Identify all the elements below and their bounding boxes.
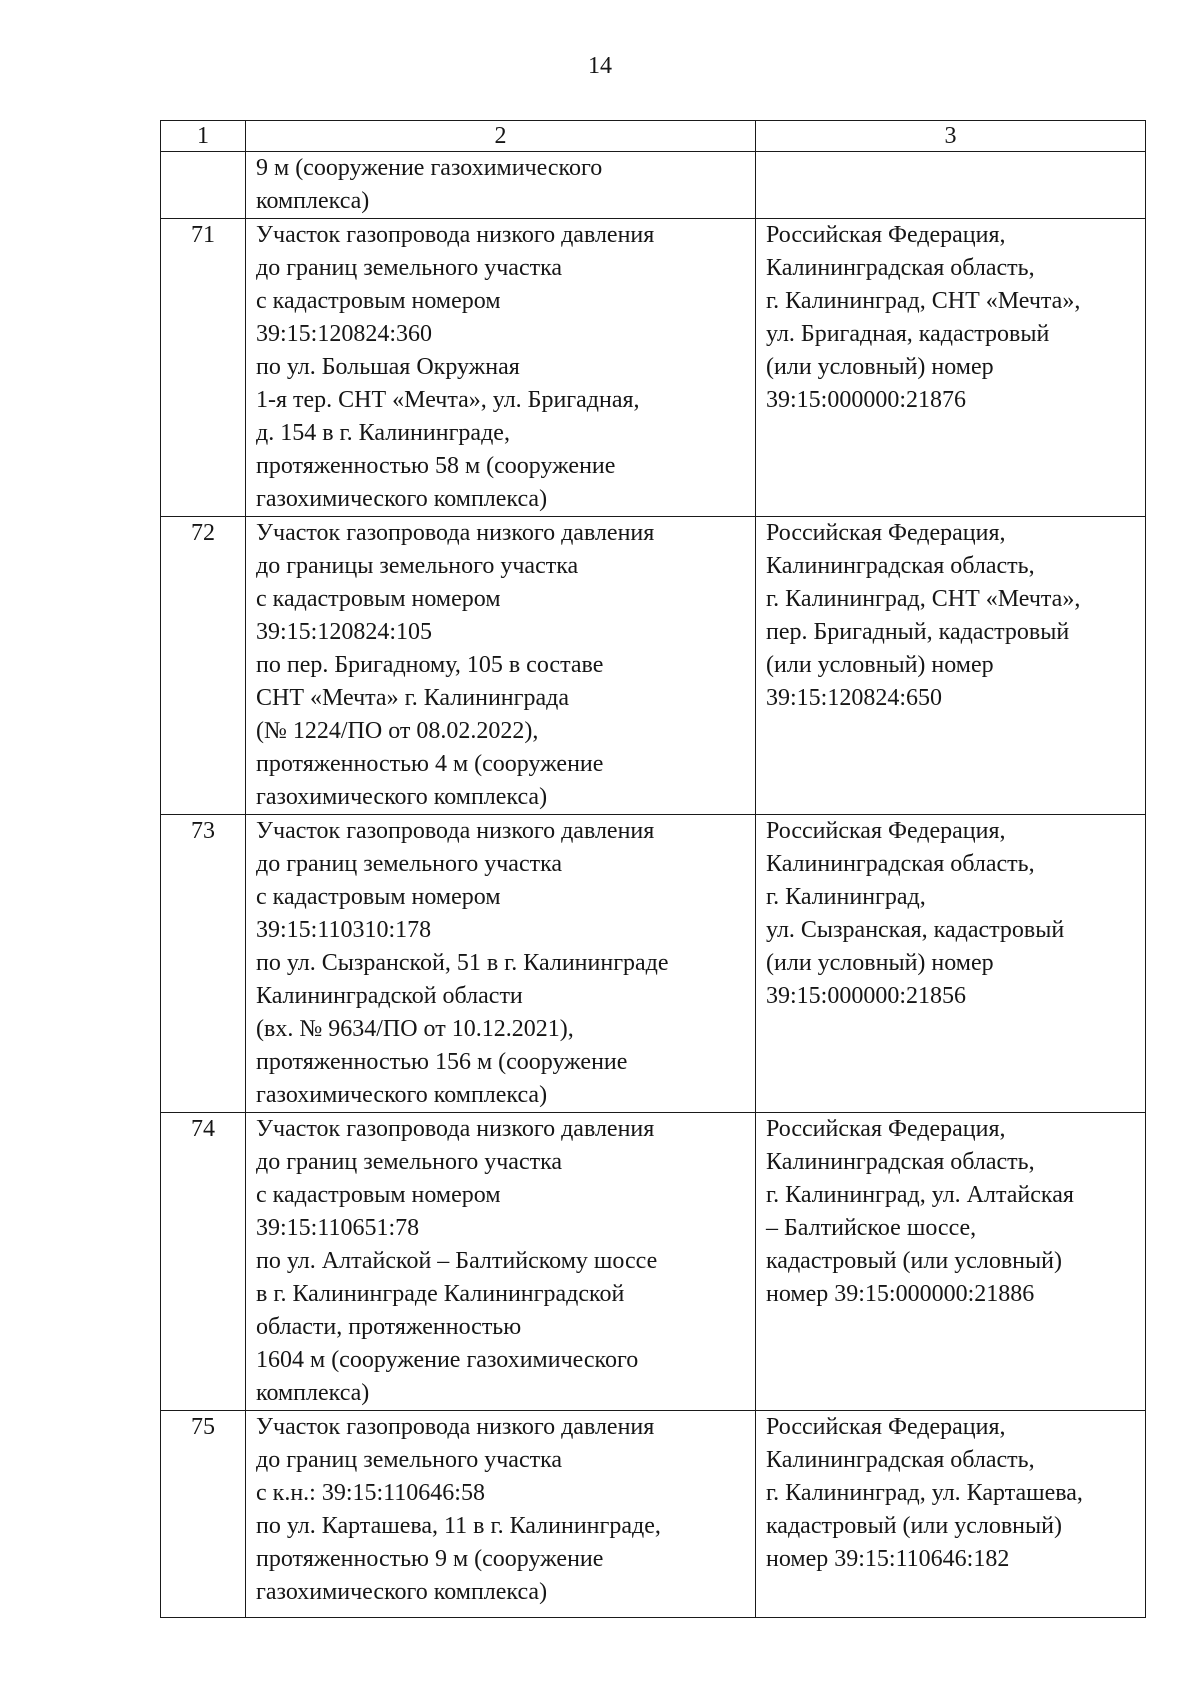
row-number-cell: 74 xyxy=(161,1113,246,1411)
row-number-cell: 71 xyxy=(161,219,246,517)
row-number-cell: 75 xyxy=(161,1411,246,1618)
table-row-continuation xyxy=(161,152,1146,219)
column-header: 1 xyxy=(161,121,246,152)
description-cell: Участок газопровода низкого давления до границы земельного участка с кадастровым номером 39:15:120824:105 по пер. Бригадному, 105 в составе СНТ «Мечта» г. Калининграда (№ 1224/ПО от 08.02.2022), протяженностью 4 м (сооружение газохимического комплекса) xyxy=(246,517,756,815)
table-header-row xyxy=(161,121,1146,152)
description-cell: Участок газопровода низкого давления до границ земельного участка с кадастровым номером 39:15:110651:78 по ул. Алтайской – Балтийскому шоссе в г. Калининграде Калининградской области, протяженностью 1604 м (сооружение газохимического комплекса) xyxy=(246,1113,756,1411)
page-number: 14 xyxy=(588,53,612,79)
description-cell: Участок газопровода низкого давления до границ земельного участка с к.н.: 39:15:110646:58 по ул. Карташева, 11 в г. Калининграде, протяженностью 9 м (сооружение газохимического комплекса) xyxy=(246,1411,756,1618)
column-header: 2 xyxy=(246,121,756,152)
table-row xyxy=(161,1411,1146,1618)
description-cell: Участок газопровода низкого давления до границ земельного участка с кадастровым номером 39:15:120824:360 по ул. Большая Окружная 1-я тер. СНТ «Мечта», ул. Бригадная, д. 154 в г. Калининграде, протяженностью 58 м (сооружение газохимического комплекса) xyxy=(246,219,756,517)
row-number-cell: 73 xyxy=(161,815,246,1113)
description-cell: Участок газопровода низкого давления до границ земельного участка с кадастровым номером 39:15:110310:178 по ул. Сызранской, 51 в г. Калининграде Калининградской области (вх. № 9634/ПО от 10.12.2021), протяженностью 156 м (сооружение газохимического комплекса) xyxy=(246,815,756,1113)
owner-cell: Российская Федерация, Калининградская область, г. Калининград, СНТ «Мечта», пер. Бригадный, кадастровый (или условный) номер 39:15:120824:650 xyxy=(756,517,1146,815)
owner-cell: Российская Федерация, Калининградская область, г. Калининград, ул. Сызранская, кадастровый (или условный) номер 39:15:000000:21856 xyxy=(756,815,1146,1113)
property-table xyxy=(160,120,1146,1618)
table-row xyxy=(161,517,1146,815)
owner-cell xyxy=(756,152,1146,219)
owner-cell: Российская Федерация, Калининградская область, г. Калининград, СНТ «Мечта», ул. Бригадная, кадастровый (или условный) номер 39:15:000000:21876 xyxy=(756,219,1146,517)
table-row xyxy=(161,219,1146,517)
table-row xyxy=(161,1113,1146,1411)
description-cell: 9 м (сооружение газохимического комплекса) xyxy=(246,152,756,219)
owner-cell: Российская Федерация, Калининградская область, г. Калининград, ул. Алтайская – Балтийское шоссе, кадастровый (или условный) номер 39:15:000000:21886 xyxy=(756,1113,1146,1411)
owner-cell: Российская Федерация, Калининградская область, г. Калининград, ул. Карташева, кадастровый (или условный) номер 39:15:110646:182 xyxy=(756,1411,1146,1618)
table-row xyxy=(161,815,1146,1113)
row-number-cell xyxy=(161,152,246,219)
column-header: 3 xyxy=(756,121,1146,152)
row-number-cell: 72 xyxy=(161,517,246,815)
